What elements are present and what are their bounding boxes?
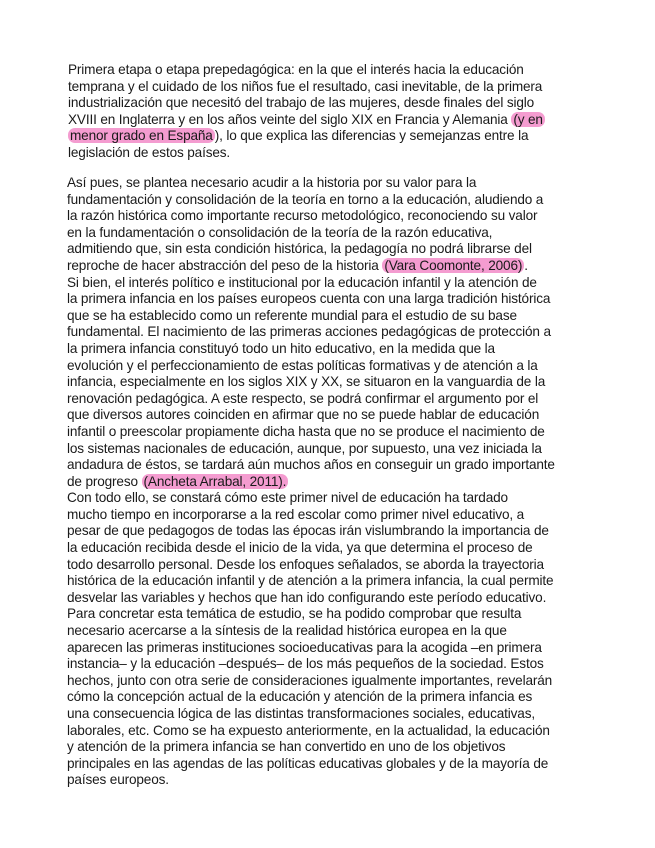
text-line [67, 341, 617, 358]
line-text: los sistemas nacionales de educación, aunque, por supuesto, una vez iniciada la [67, 440, 542, 456]
paragraph-2 [67, 175, 617, 789]
text-line [67, 689, 617, 706]
text-line [67, 474, 617, 491]
line-text: que diversos autores coinciden en afirmar que no se puede hablar de educación [67, 407, 540, 423]
text-line [68, 62, 610, 79]
text-line [67, 424, 617, 441]
line-text: Si bien, el interés político e institucional por la educación infantil y la atención de [67, 274, 537, 290]
highlighted-citation: (Ancheta Arrabal, 2011). [143, 473, 287, 489]
text-line [67, 640, 617, 657]
line-text-after-highlight: ), lo que explica las diferencias y semejanzas entre la [214, 128, 529, 144]
text-line [67, 275, 617, 292]
text-line [67, 441, 617, 458]
text-line [67, 590, 617, 607]
line-text: evolución y el perfeccionamiento de estas políticas formativas y de atención a la [67, 357, 538, 373]
line-text: legislación de estos países. [68, 144, 231, 160]
line-text: cómo la concepción actual de la educación y atención de la primera infancia es [67, 689, 533, 705]
text-line [68, 79, 610, 96]
text-line [67, 324, 617, 341]
text-line [67, 208, 617, 225]
line-text: desvelar las variables y hechos que han ido configurando este período educativo. [67, 589, 547, 605]
text-line [67, 772, 617, 789]
text-line [67, 756, 617, 773]
text-line [68, 145, 610, 162]
line-text: XVIII en Inglaterra y en los años veinte del siglo XIX en Francia y Alemania [68, 111, 512, 127]
line-text: industrialización que necesitó del trabajo de las mujeres, desde finales del siglo [68, 95, 535, 111]
text-line [68, 112, 610, 129]
line-text: Primera etapa o etapa prepedagógica: en la que el interés hacia la educación [68, 62, 524, 77]
line-text: la razón histórica como importante recurso metodológico, reconociendo su valor [67, 208, 538, 224]
text-line [67, 457, 617, 474]
text-line [67, 490, 617, 507]
line-text: infantil o preescolar propiamente dicha hasta que no se produce el nacimiento de [67, 423, 545, 439]
highlighted-citation: (y en [513, 111, 543, 127]
line-text: admitiendo que, sin esta condición histórica, la pedagogía no podrá librarse del [67, 241, 532, 257]
text-line [68, 95, 610, 112]
highlighted-citation: menor grado en España [70, 128, 213, 144]
text-line [67, 308, 617, 325]
text-line [67, 557, 617, 574]
text-line [67, 540, 617, 557]
text-line [67, 606, 617, 623]
line-text: mucho tiempo en incorporarse a la red escolar como primer nivel educativo, a [67, 506, 525, 522]
line-text: principales en las agendas de las políticas educativas globales y de la mayoría de [67, 755, 549, 771]
line-text: todo desarrollo personal. Desde los enfoques señalados, se aborda la trayectoria [67, 556, 544, 572]
text-line [67, 723, 617, 740]
text-line [67, 175, 617, 192]
text-line [67, 573, 617, 590]
line-text: la primera infancia constituyó todo un hito educativo, en la medida que la [67, 340, 495, 356]
highlighted-citation: (Vara Coomonte, 2006) [384, 257, 523, 273]
line-text: reproche de hacer abstracción del peso de la historia [67, 257, 383, 273]
text-line [67, 523, 617, 540]
text-line [67, 358, 617, 375]
line-text: histórica de la educación infantil y de atención a la primera infancia, la cual permite [67, 573, 554, 589]
text-line [67, 623, 617, 640]
text-line [67, 391, 617, 408]
text-line [67, 739, 617, 756]
text-line [67, 225, 617, 242]
text-line [67, 374, 617, 391]
paragraph-1 [68, 62, 610, 162]
line-text: y atención de la primera infancia se han convertido en uno de los objetivos [67, 739, 506, 755]
line-text: laborales, etc. Como se ha expuesto anteriormente, en la actualidad, la educación [67, 722, 550, 738]
text-line [67, 291, 617, 308]
text-line [68, 128, 610, 145]
line-text: Para concretar esta temática de estudio, se ha podido comprobar que resulta [67, 606, 522, 622]
text-line [67, 407, 617, 424]
line-text: en la fundamentación o consolidación de la teoría de la razón educativa, [67, 224, 493, 240]
text-line [67, 673, 617, 690]
line-text: renovación pedagógica. A este respecto, se podrá confirmar el argumento por el [67, 390, 539, 406]
line-text: infancia, especialmente en los siglos XIX y XX, se situaron en la vanguardia de la [67, 374, 546, 390]
line-text: fundamental. El nacimiento de las primeras acciones pedagógicas de protección a [67, 324, 551, 340]
line-text: temprana y el cuidado de los niños fue el resultado, casi inevitable, de la primera [68, 78, 543, 94]
line-text: andadura de éstos, se tardará aún muchos años en conseguir un grado importante [67, 457, 555, 473]
line-text: países europeos. [67, 772, 169, 788]
line-text: aparecen las primeras instituciones socioeducativas para la acogida –en primera [67, 639, 542, 655]
line-text: fundamentación y consolidación de la teoría en torno a la educación, aludiendo a [67, 191, 544, 207]
line-text-after-highlight: . [524, 257, 528, 273]
text-line [67, 507, 617, 524]
line-text: de progreso [67, 473, 142, 489]
text-line [67, 656, 617, 673]
line-text: una consecuencia lógica de las distintas transformaciones sociales, educativas, [67, 706, 535, 721]
line-text: la primera infancia en los países europeos cuenta con una larga tradición histórica [67, 291, 551, 307]
line-text: instancia– y la educación –después– de los más pequeños de la sociedad. Estos [67, 656, 544, 672]
line-text: necesario acercarse a la síntesis de la realidad histórica europea en la que [67, 623, 507, 639]
text-line [67, 706, 617, 723]
text-line [67, 241, 617, 258]
line-text: hechos, junto con otra serie de consideraciones igualmente importantes, revelarán [67, 672, 553, 688]
line-text: pesar de que pedagogos de todas las épocas irán vislumbrando la importancia de [67, 523, 549, 539]
text-line [67, 192, 617, 209]
line-text: Así pues, se plantea necesario acudir a la historia por su valor para la [67, 175, 477, 190]
text-line [67, 258, 617, 275]
line-text: que se ha establecido como un referente mundial para el estudio de su base [67, 307, 517, 323]
line-text: Con todo ello, se constará cómo este primer nivel de educación ha tardado [67, 490, 508, 506]
line-text: la educación recibida desde el inicio de la vida, ya que determina el proceso de [67, 540, 533, 556]
